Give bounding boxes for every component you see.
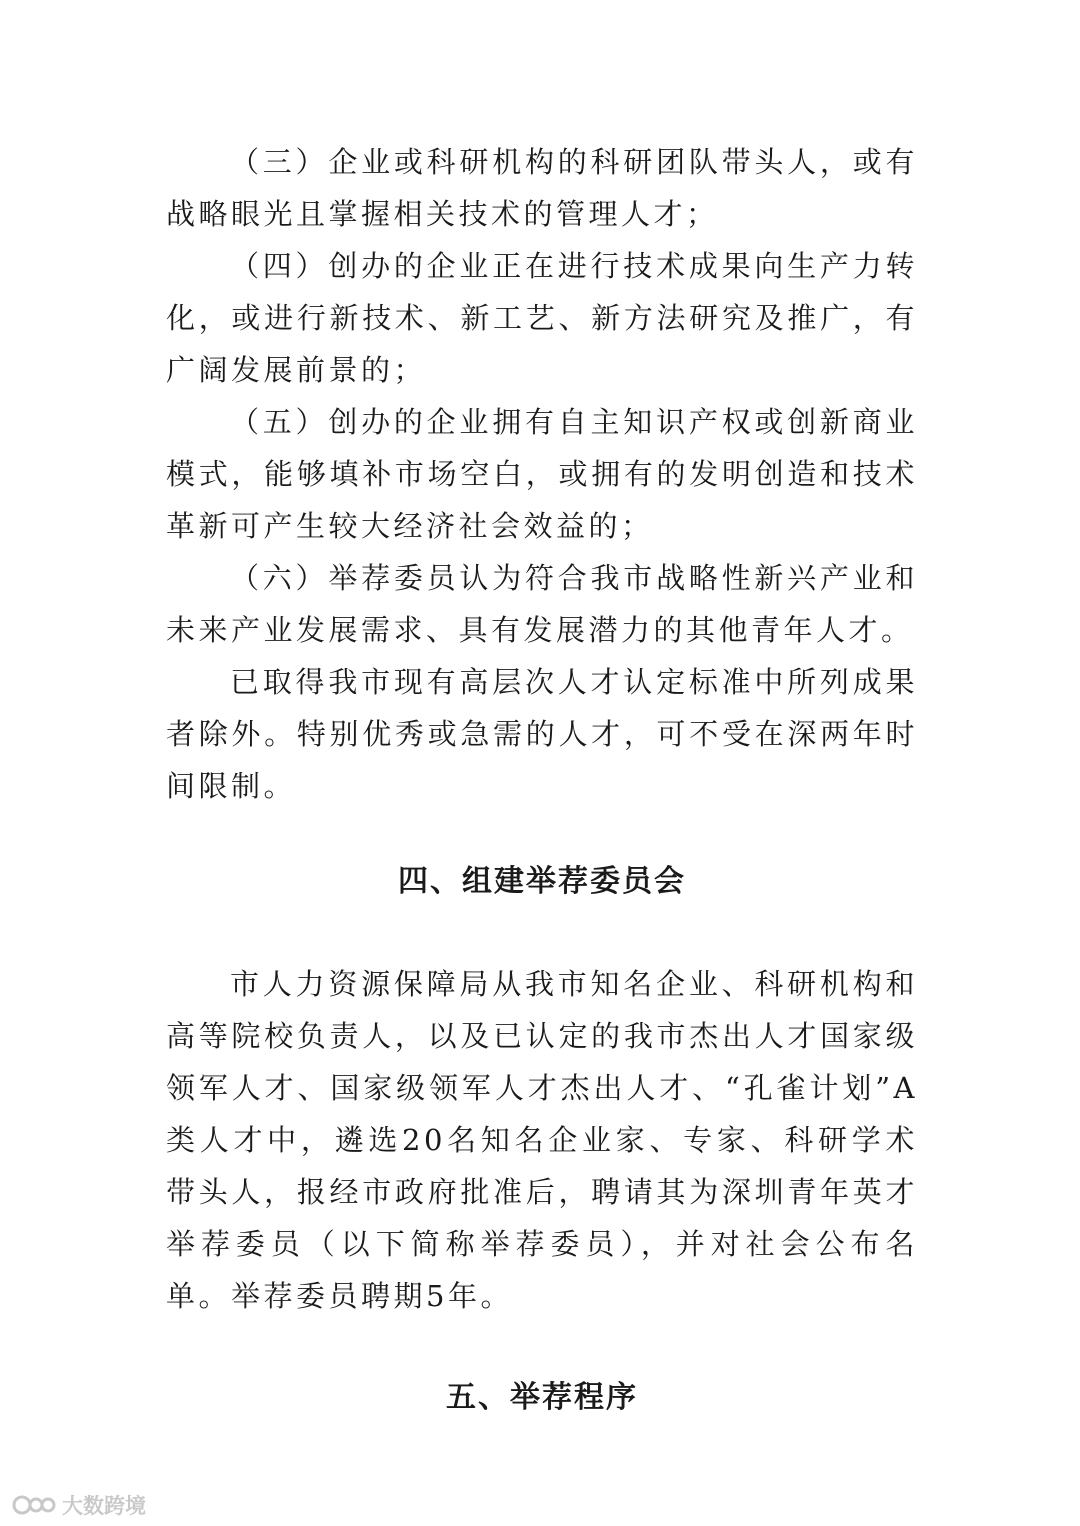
paragraph-item-3: （三）企业或科研机构的科研团队带头人，或有战略眼光且掌握相关技术的管理人才； (166, 145, 918, 231)
paragraph-item-4: （四）创办的企业正在进行技术成果向生产力转化，或进行新技术、新工艺、新方法研究及推广，有广阔发展前景的； (166, 249, 918, 387)
paragraph-item-5: （五）创办的企业拥有自主知识产权或创新商业模式，能够填补市场空白，或拥有的发明创造和技术革新可产生较大经济社会效益的； (166, 405, 918, 543)
brand-logo-icon (12, 1492, 58, 1518)
section-heading-4: 四、组建举荐委员会 (398, 864, 686, 899)
document-content (166, 136, 918, 1424)
watermark-text: 大数跨境 (62, 1494, 146, 1518)
paragraph-item-6: （六）举荐委员认为符合我市战略性新兴产业和未来产业发展需求、具有发展潜力的其他青年人才。 (166, 561, 918, 647)
watermark (12, 1490, 146, 1520)
section-4-paragraph: 市人力资源保障局从我市知名企业、科研机构和高等院校负责人，以及已认定的我市杰出人才国家级领军人才、国家级领军人才杰出人才、“孔雀计划”A类人才中，遴选20名知名企业家、专家、科研学术带头人，报经市政府批准后，聘请其为深圳青年英才举荐委员（以下简称举荐委员），并对社会公布名单。举荐委员聘期5年。 (166, 967, 918, 1313)
section-heading-5: 五、举荐程序 (446, 1380, 638, 1415)
paragraph-exclusion-note: 已取得我市现有高层次人才认定标准中所列成果者除外。特别优秀或急需的人才，可不受在深两年时间限制。 (166, 665, 918, 803)
